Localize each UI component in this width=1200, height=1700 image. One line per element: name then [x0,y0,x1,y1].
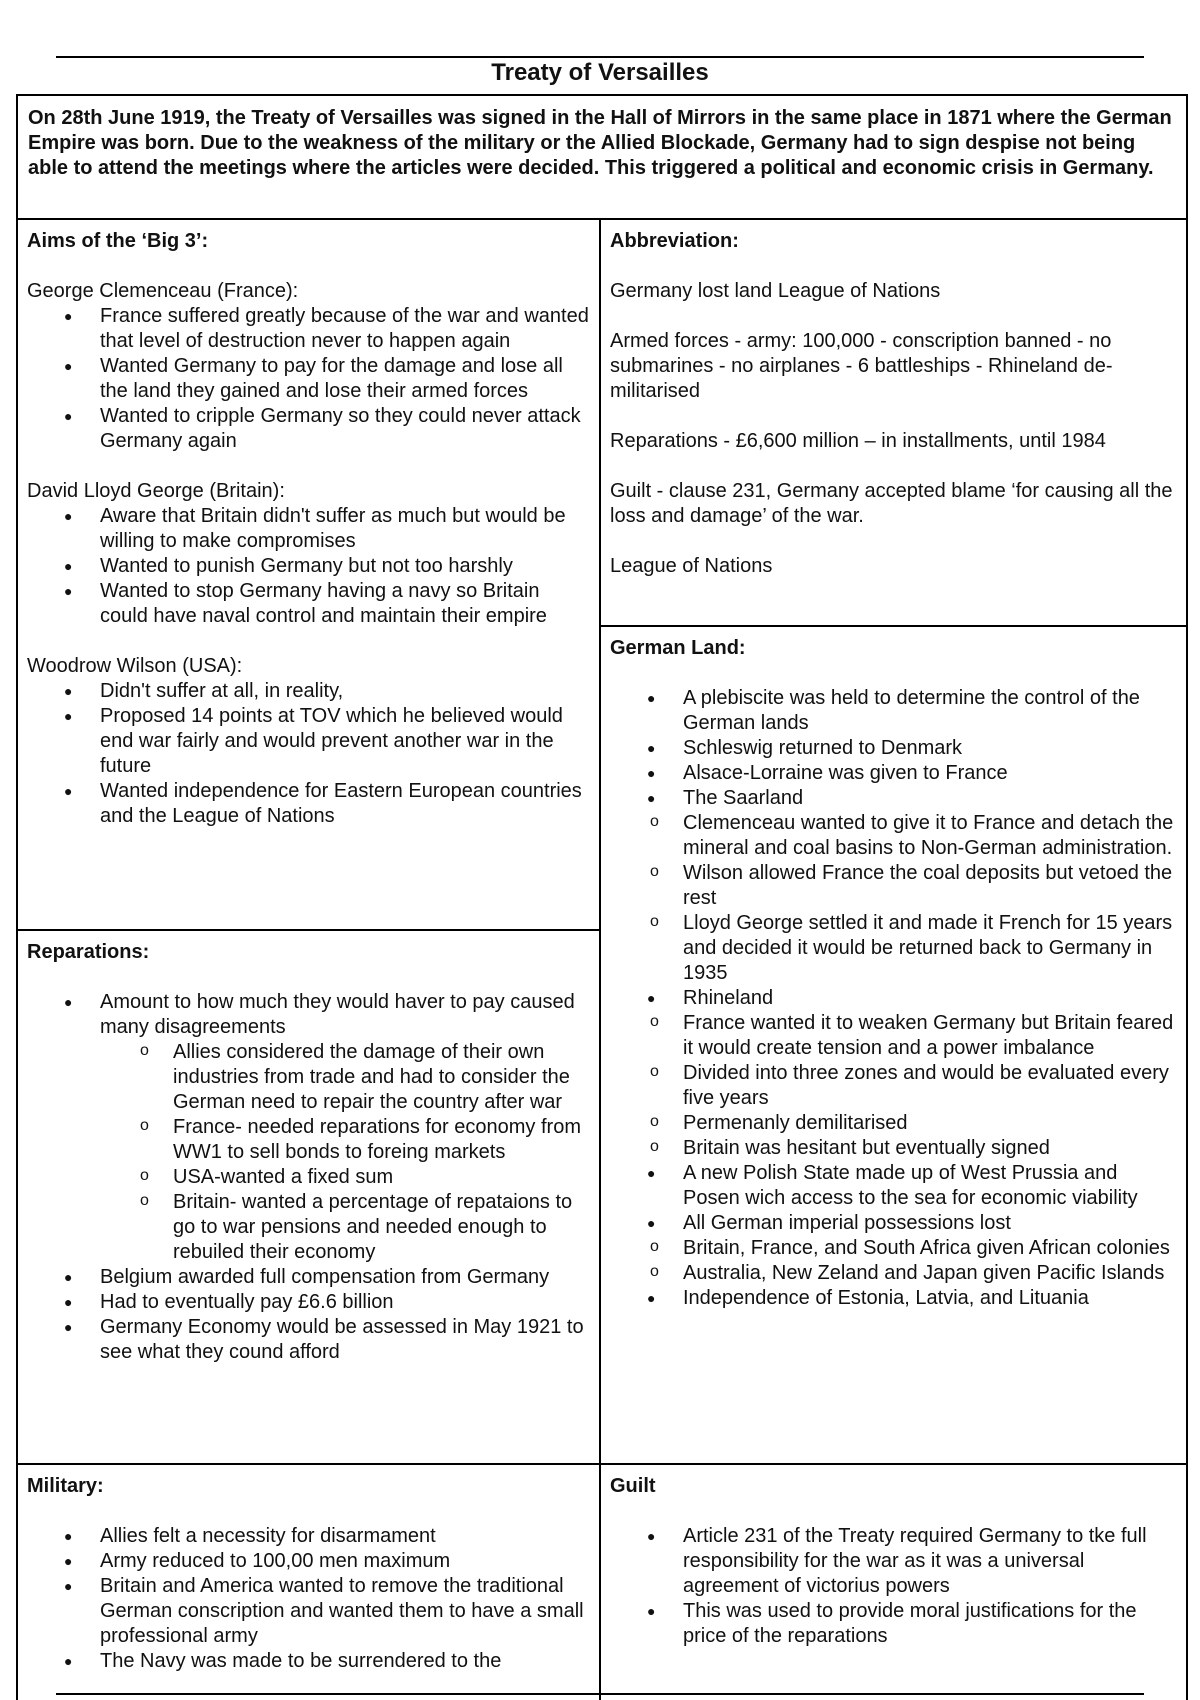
list-item: ● Wanted independence for Eastern European countries and the League of Nations [27,779,590,829]
reparations-cell [16,929,601,1465]
list-item [610,1211,1177,1286]
clemenceau-list [27,304,590,454]
list-item: ● A plebiscite was held to determine the control of the German lands [610,686,1177,736]
saarland-label: The Saarland [683,787,804,809]
reparations-sublist [100,1040,590,1265]
imperial-label: All German imperial possessions lost [683,1212,1011,1234]
abbreviation-cell [599,218,1188,627]
wilson-name: Woodrow Wilson (USA): [27,655,243,677]
sub-list-item: o Britain, France, and South Africa given African colonies [610,1236,1177,1261]
list-item [610,986,1177,1161]
list-item: ● Wanted to stop Germany having a navy so Britain could have naval control and maintain their empire [27,579,590,629]
list-item: ● Wanted to cripple Germany so they could never attack Germany again [27,404,590,454]
list-item: ● This was used to provide moral justifications for the price of the reparations [610,1599,1177,1649]
abbreviation-line: Reparations - £6,600 million – in installments, until 1984 [610,430,1106,452]
sub-list-item: o France- needed reparations for economy from WW1 to sell bonds to foreing markets [100,1115,590,1165]
german-land-list [610,686,1177,1311]
rhineland-sublist [610,1011,1177,1161]
sub-list-item: o France wanted it to weaken Germany but Britain feared it would create tension and a power imbalance [610,1011,1177,1061]
list-item: ● Army reduced to 100,00 men maximum [27,1549,590,1574]
german-land-cell [599,625,1188,1465]
intro-text: On 28th June 1919, the Treaty of Versailles was signed in the Hall of Mirrors in the same place in 1871 where the German Empire was born. Due to the weakness of the military or the Allied Blockade, Germany had to sign despise not being able to attend the meetings where the articles were decided. This triggered a political and economic crisis in Germany. [28,107,1172,179]
list-item: ● A new Polish State made up of West Prussia and Posen wich access to the sea for economic viability [610,1161,1177,1211]
list-item: ● Had to eventually pay £6.6 billion [27,1290,590,1315]
list-item: ● Germany Economy would be assessed in May 1921 to see what they cound afford [27,1315,590,1365]
list-item [610,786,1177,986]
guilt-list [610,1524,1177,1649]
saarland-sublist [610,811,1177,986]
list-item: ● The Navy was made to be surrendered to the [27,1649,590,1674]
intro-box [16,94,1188,220]
list-item: ● Wanted Germany to pay for the damage and lose all the land they gained and lose their armed forces [27,354,590,404]
german-land-heading: German Land: [610,637,746,659]
list-item: ● Belgium awarded full compensation from Germany [27,1265,590,1290]
abbreviation-line: Guilt - clause 231, Germany accepted blame ‘for causing all the loss and damage’ of the war. [610,480,1173,527]
sub-list-item: o Britain- wanted a percentage of repataions to go to war pensions and needed enough to rebuiled their economy [100,1190,590,1265]
lloyd-george-name: David Lloyd George (Britain): [27,480,285,502]
page-title: Treaty of Versailles [491,59,709,86]
abbreviation-line: Germany lost land League of Nations [610,280,941,302]
list-item [27,990,590,1265]
sub-list-item: o Allies considered the damage of their own industries from trade and had to consider the German need to repair the country after war [100,1040,590,1115]
list-item: ● Aware that Britain didn't suffer as much but would be willing to make compromises [27,504,590,554]
guilt-heading: Guilt [610,1475,656,1497]
list-item: ● Allies felt a necessity for disarmament [27,1524,590,1549]
military-cell [16,1463,601,1700]
abbreviation-heading: Abbreviation: [610,230,739,252]
abbreviation-line: Armed forces - army: 100,000 - conscription banned - no submarines - no airplanes - 6 battleships - Rhineland de-militarised [610,330,1113,402]
sub-list-item: o Permenanly demilitarised [610,1111,1177,1136]
imperial-sublist [610,1236,1177,1286]
military-list [27,1524,590,1674]
bottom-rule [56,1693,1144,1695]
aims-heading: Aims of the ‘Big 3’: [27,230,209,252]
reparations-amount-text: Amount to how much they would haver to pay caused many disagreements [100,991,575,1038]
list-item: ● Alsace-Lorraine was given to France [610,761,1177,786]
list-item: ● Britain and America wanted to remove the traditional German conscription and wanted them to have a small professional army [27,1574,590,1649]
list-item: ● France suffered greatly because of the war and wanted that level of destruction never to happen again [27,304,590,354]
list-item: ● Proposed 14 points at TOV which he believed would end war fairly and would prevent another war in the future [27,704,590,779]
sub-list-item: o Britain was hesitant but eventually signed [610,1136,1177,1161]
military-heading: Military: [27,1475,104,1497]
sub-list-item: o Australia, New Zeland and Japan given Pacific Islands [610,1261,1177,1286]
sub-list-item: o Clemenceau wanted to give it to France and detach the mineral and coal basins to Non-German administration. [610,811,1177,861]
reparations-list [27,990,590,1365]
list-item: ● Article 231 of the Treaty required Germany to tke full responsibility for the war as it was a universal agreement of victorius powers [610,1524,1177,1599]
reparations-heading: Reparations: [27,941,150,963]
abbreviation-line: League of Nations [610,555,773,577]
list-item: ● Schleswig returned to Denmark [610,736,1177,761]
list-item: ● Wanted to punish Germany but not too harshly [27,554,590,579]
sub-list-item: o Divided into three zones and would be evaluated every five years [610,1061,1177,1111]
lloyd-george-list [27,504,590,629]
clemenceau-name: George Clemenceau (France): [27,280,299,302]
aims-cell [16,218,601,931]
wilson-list [27,679,590,829]
sub-list-item: o Wilson allowed France the coal deposits but vetoed the rest [610,861,1177,911]
sub-list-item: o Lloyd George settled it and made it French for 15 years and decided it would be returned back to Germany in 1935 [610,911,1177,986]
sub-list-item: o USA-wanted a fixed sum [100,1165,590,1190]
rhineland-label: Rhineland [683,987,774,1009]
list-item: ● Didn't suffer at all, in reality, [27,679,590,704]
guilt-cell [599,1463,1188,1700]
list-item: ● Independence of Estonia, Latvia, and Lituania [610,1286,1177,1311]
